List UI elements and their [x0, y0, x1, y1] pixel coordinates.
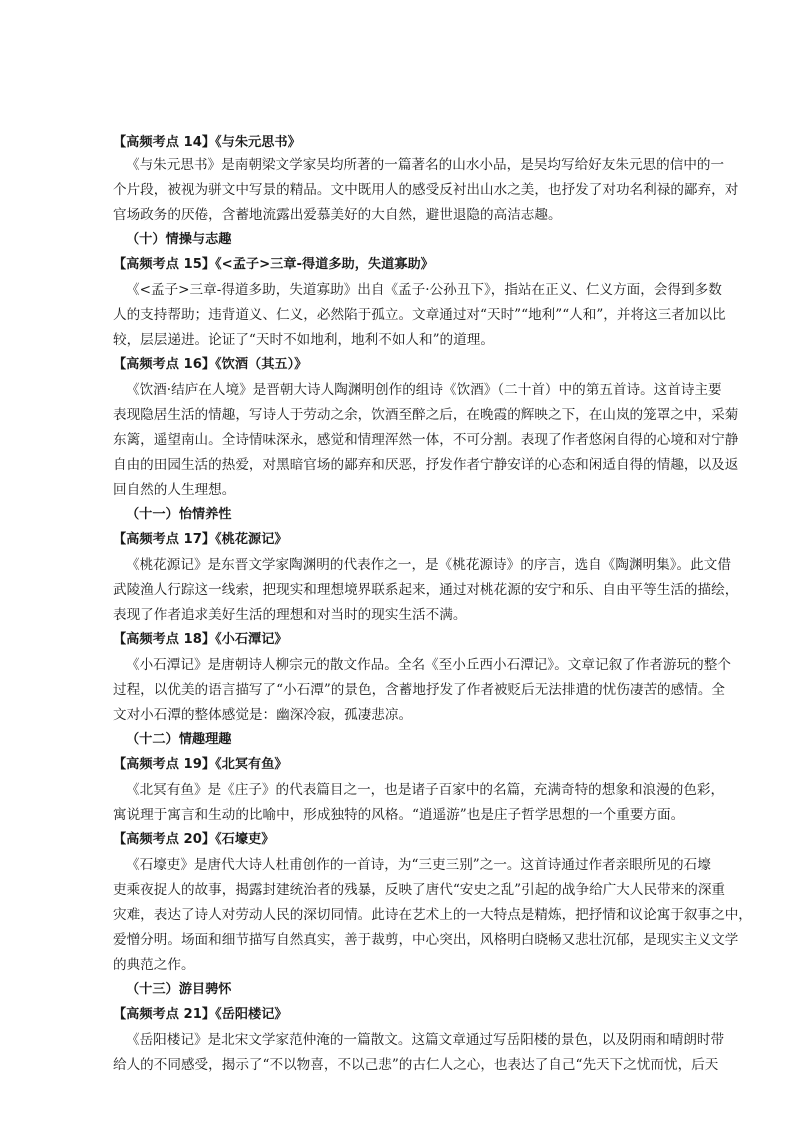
paragraph-line: 灾难，表达了诗人对劳动人民的深切同情。此诗在艺术上的一大特点是精炼，把抒情和议论寓于叙事之中，	[113, 907, 752, 923]
paragraph-line: 文对小石潭的整体感觉是：幽深冷寂，孤凄悲凉。	[113, 707, 413, 723]
paragraph-line: 《石壕吏》是唐代大诗人杜甫创作的一首诗，为“三吏三别”之一。这首诗通过作者亲眼所见的石壕	[126, 857, 711, 873]
paragraph-line: 过程，以优美的语言描写了“小石潭”的景色，含蓄地抒发了作者被贬后无法排遣的忧伤凄苦的感情。全	[113, 682, 726, 698]
heading-point-17: 【高频考点 17】《桃花源记》	[113, 532, 288, 547]
paragraph-line: 官场政务的厌倦，含蓄地流露出爱慕美好的大自然，避世退隐的高洁志趣。	[113, 207, 562, 223]
paragraph-line: 《岳阳楼记》是北宋文学家范仲淹的一篇散文。这篇文章通过写岳阳楼的景色，以及阴雨和晴朗时带	[126, 1032, 725, 1048]
section-heading-13: （十三）游目骋怀	[126, 982, 232, 997]
paragraph-line: 《北冥有鱼》是《庄子》的代表篇目之一，也是诸子百家中的名篇，充满奇特的想象和浪漫的色彩，	[126, 782, 725, 798]
paragraph-line: 较，层层递进。论证了“天时不如地利，地利不如人和”的道理。	[113, 332, 494, 348]
paragraph-line: 表现隐居生活的情趣，写诗人于劳动之余，饮酒至醉之后，在晚霞的辉映之下，在山岚的笼罩之中，采菊	[113, 407, 739, 423]
paragraph-line: 《桃花源记》是东晋文学家陶渊明的代表作之一，是《桃花源诗》的序言，选自《陶渊明集》。此文借	[126, 557, 731, 573]
paragraph-line: 表现了作者追求美好生活的理想和对当时的现实生活不满。	[113, 607, 467, 623]
paragraph-line: 个片段，被视为骈文中写景的精品。文中既用人的感受反衬出山水之美，也抒发了对功名利禄的鄙弃，对	[113, 182, 739, 198]
paragraph-line: 给人的不同感受，揭示了“不以物喜，不以己悲”的古仁人之心，也表达了自己“先天下之忧而忧，后天	[113, 1057, 719, 1073]
heading-point-15: 【高频考点 15】《<孟子>三章-得道多助，失道寡助》	[113, 257, 434, 272]
paragraph-line: 《饮酒·结庐在人境》是晋朝大诗人陶渊明创作的组诗《饮酒》（二十首）中的第五首诗。这首诗主要	[126, 382, 722, 398]
paragraph-line: 的典范之作。	[113, 957, 195, 973]
heading-point-18: 【高频考点 18】《小石潭记》	[113, 632, 288, 647]
paragraph-line: 东篱，遥望南山。全诗情味深永，感觉和情理浑然一体，不可分割。表现了作者悠闲自得的心境和对宁静	[113, 432, 739, 448]
paragraph-line: 自由的田园生活的热爱，对黑暗官场的鄙弃和厌恶，抒发作者宁静安详的心态和闲适自得的情趣，以及返	[113, 457, 739, 473]
paragraph-line: 人的支持帮助；违背道义、仁义，必然陷于孤立。文章通过对“天时”“地利”“人和”，并将这三者加以比	[113, 307, 726, 323]
paragraph-line: 寓说理于寓言和生动的比喻中，形成独特的风格。“逍遥游”也是庄子哲学思想的一个重要方面。	[113, 807, 685, 823]
section-heading-11: （十一）怡情养性	[126, 507, 232, 522]
heading-point-20: 【高频考点 20】《石壕吏》	[113, 832, 275, 847]
paragraph-line: 吏乘夜捉人的故事，揭露封建统治者的残暴，反映了唐代“安史之乱”引起的战争给广大人民带来的深重	[113, 882, 726, 898]
section-heading-10: （十）情操与志趣	[126, 232, 232, 247]
heading-point-21: 【高频考点 21】《岳阳楼记》	[113, 1007, 288, 1022]
paragraph-line: 爱憎分明。场面和细节描写自然真实，善于裁剪，中心突出，风格明白晓畅又悲壮沉郁，是现实主义文学	[113, 932, 739, 948]
paragraph-line: 武陵渔人行踪这一线索，把现实和理想境界联系起来，通过对桃花源的安宁和乐、自由平等生活的描绘，	[113, 582, 739, 598]
paragraph-line: 《与朱元思书》是南朝梁文学家吴均所著的一篇著名的山水小品，是吴均写给好友朱元思的信中的一	[126, 157, 725, 173]
paragraph-line: 《小石潭记》是唐朝诗人柳宗元的散文作品。全名《至小丘西小石潭记》。文章记叙了作者游玩的整个	[126, 657, 731, 673]
paragraph-line: 《<孟子>三章-得道多助，失道寡助》出自《孟子·公孙丑下》，指站在正义、仁义方面，会得到多数	[126, 282, 722, 298]
paragraph-line: 回自然的人生理想。	[113, 482, 236, 498]
heading-point-16: 【高频考点 16】《饮酒（其五）》	[113, 357, 308, 372]
section-heading-12: （十二）情趣理趣	[126, 732, 232, 747]
heading-point-19: 【高频考点 19】《北冥有鱼》	[113, 757, 288, 772]
heading-point-14: 【高频考点 14】《与朱元思书》	[113, 135, 301, 150]
